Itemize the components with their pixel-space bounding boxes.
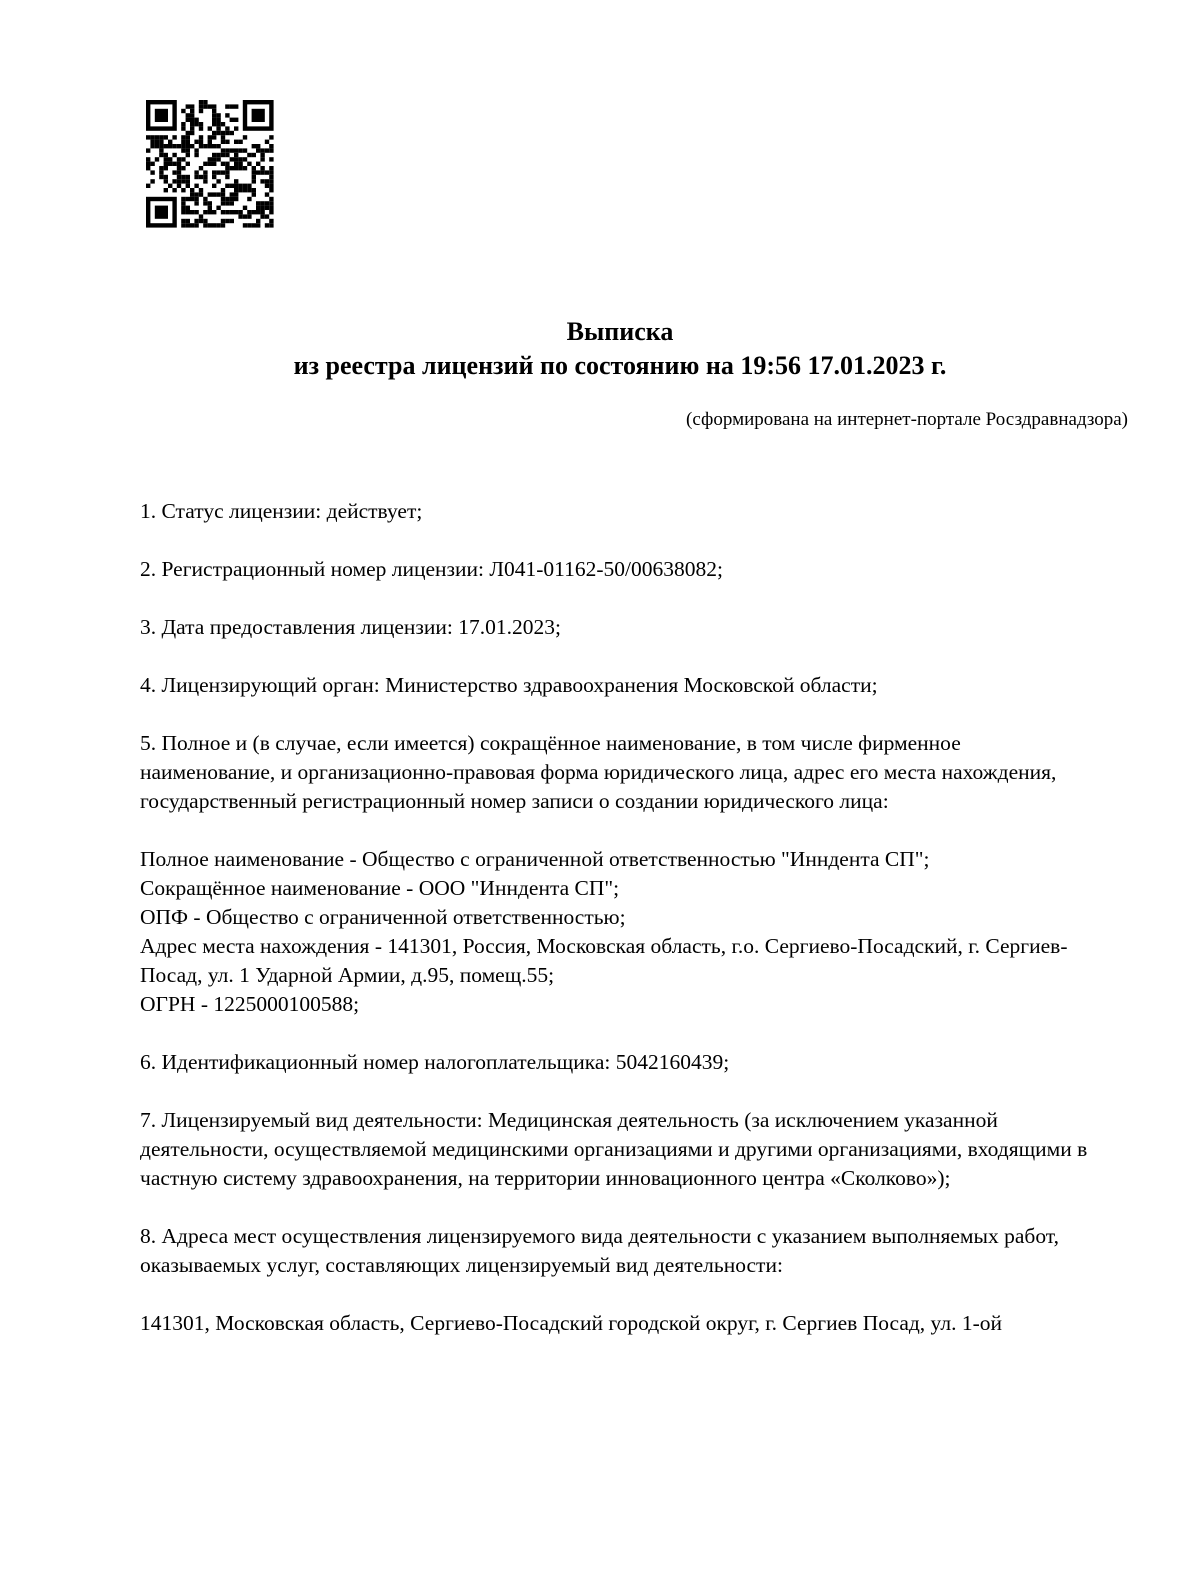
item-1-license-status: 1. Статус лицензии: действует;: [140, 499, 423, 523]
item-5-organization-heading: 5. Полное и (в случае, если имеется) сокращённое наименование, в том числе фирменное наименование, и организационно-правовая форма юридического лица, адрес его места нахождения, государственный регистрационный номер записи о создании юридического лица:: [140, 731, 1057, 813]
item-8-addresses-heading: 8. Адреса мест осуществления лицензируемого вида деятельности с указанием выполняемых работ, оказываемых услуг, составляющих лицензируемый вид деятельности:: [140, 1224, 1059, 1277]
item-7-licensed-activity: 7. Лицензируемый вид деятельности: Медицинская деятельность (за исключением указанной деятельности, осуществляемой медицинскими организациями и другими организациями, входящими в частную систему здравоохранения, на территории инновационного центра «Сколково»);: [140, 1108, 1088, 1190]
document-title-line2: из реестра лицензий по состоянию на 19:56 17.01.2023 г.: [293, 351, 947, 380]
organization-details: [140, 845, 1100, 1019]
activity-address-line: 141301, Московская область, Сергиево-Посадский городской округ, г. Сергиев Посад, ул. 1-ой: [140, 1311, 1002, 1335]
formation-note: (сформирована на интернет-портале Росздравнадзора): [686, 409, 1128, 430]
document-content: [0, 315, 1200, 1338]
org-short-name: Сокращённое наименование - ООО "Инндента СП";: [140, 876, 620, 900]
item-2-registration-number: 2. Регистрационный номер лицензии: Л041-01162-50/00638082;: [140, 557, 723, 581]
document-body: [140, 497, 1100, 1338]
org-full-name: Полное наименование - Общество с ограниченной ответственностью "Инндента СП";: [140, 847, 930, 871]
document-title-line1: Выписка: [566, 317, 674, 346]
document-header: [140, 315, 1100, 383]
item-3-grant-date: 3. Дата предоставления лицензии: 17.01.2023;: [140, 615, 561, 639]
qr-code-icon: [146, 100, 274, 228]
item-6-taxpayer-number: 6. Идентификационный номер налогоплательщика: 5042160439;: [140, 1050, 730, 1074]
org-address: Адрес места нахождения - 141301, Россия, Московская область, г.о. Сергиево-Посадский, г. Сергиев-Посад, ул. 1 Ударной Армии, д.95, помещ.55;: [140, 934, 1068, 987]
org-legal-form: ОПФ - Общество с ограниченной ответственностью;: [140, 905, 626, 929]
item-4-licensing-authority: 4. Лицензирующий орган: Министерство здравоохранения Московской области;: [140, 673, 878, 697]
org-ogrn: ОГРН - 1225000100588;: [140, 992, 360, 1016]
